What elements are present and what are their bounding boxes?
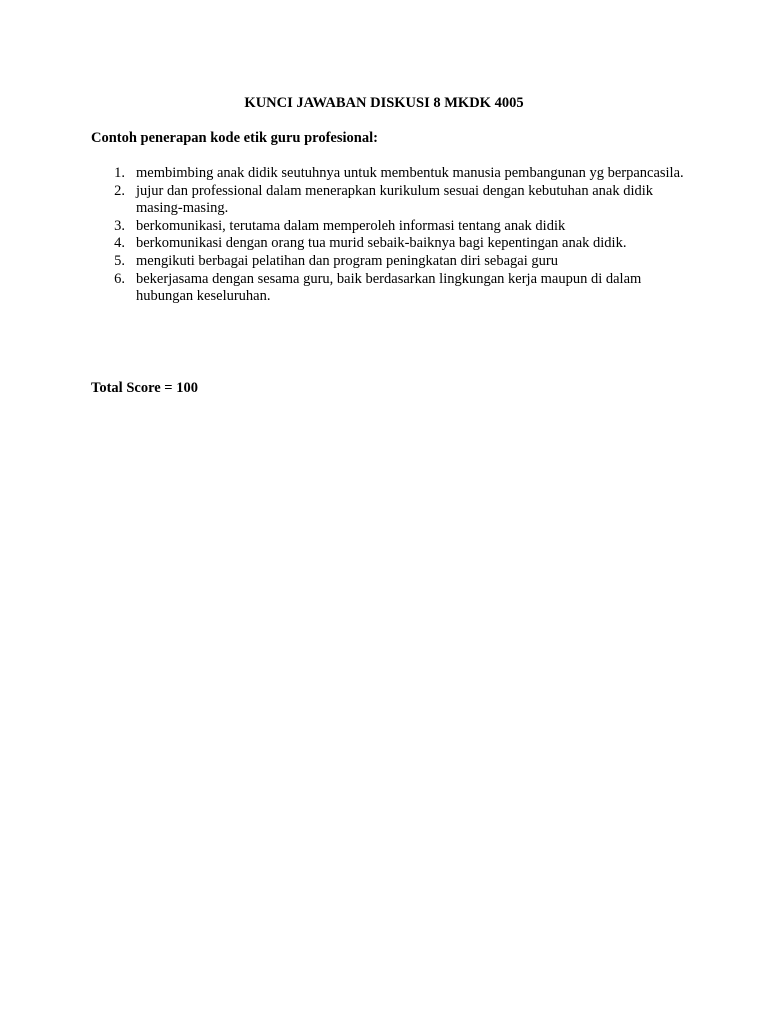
list-item [91, 165, 691, 183]
list-item-number: 5. [114, 252, 125, 269]
list-item [91, 218, 691, 236]
document-title: KUNCI JAWABAN DISKUSI 8 MKDK 4005 [244, 95, 524, 111]
list-item [91, 183, 691, 218]
list-item [91, 271, 691, 306]
list-item-text: mengikuti berbagai pelatihan dan program peningkatan diri sebagai guru [136, 252, 558, 269]
list-item-number: 2. [114, 182, 125, 199]
list-item-text: jujur dan professional dalam menerapkan kurikulum sesuai dengan kebutuhan anak didik masing-masing. [136, 182, 654, 217]
list-item-text: berkomunikasi dengan orang tua murid sebaik-baiknya bagi kepentingan anak didik. [136, 235, 627, 252]
list-item-text: berkomunikasi, terutama dalam memperoleh informasi tentang anak didik [136, 217, 566, 234]
list-item-text: membimbing anak didik seutuhnya untuk membentuk manusia pembangunan yg berpancasila. [136, 165, 684, 181]
list-item-number: 3. [114, 217, 125, 234]
list-item-number: 1. [114, 165, 125, 181]
list-item-number: 6. [114, 270, 125, 287]
list-item [91, 235, 691, 253]
list-item-text: bekerjasama dengan sesama guru, baik berdasarkan lingkungan kerja maupun di dalam hubungan keseluruhan. [136, 270, 642, 305]
answer-list [91, 165, 691, 306]
list-item [91, 253, 691, 271]
section-heading: Contoh penerapan kode etik guru profesional: [91, 130, 378, 146]
list-item-number: 4. [114, 235, 125, 252]
total-score: Total Score = 100 [91, 380, 198, 396]
